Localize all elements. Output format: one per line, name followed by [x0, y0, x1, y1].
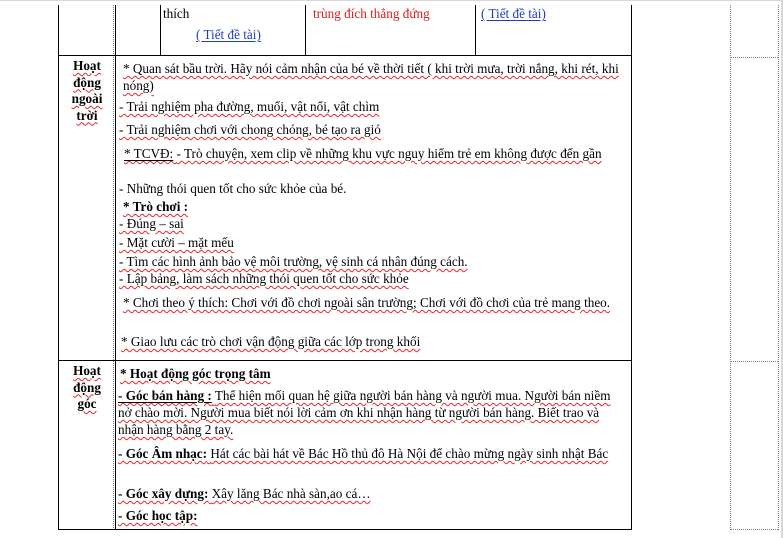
- outdoor-habits: - Những thói quen tốt cho sức khỏe của bé.: [119, 181, 347, 196]
- table-border-left: [58, 5, 59, 530]
- outdoor-title: Hoạt động ngoài trời: [71, 58, 103, 123]
- table-border-col1: [115, 5, 116, 530]
- outdoor-exchange: * Giao lưu các trò chơi vận động giữa các lớp trong khối: [121, 334, 421, 349]
- corner-music-label: - Góc Âm nhạc:: [118, 446, 208, 461]
- table-border-col2: [160, 5, 161, 55]
- outdoor-observe: * Quan sát bầu trời. Hãy nói cảm nhận của bé về thời tiết ( khi trời mưa, trời nắng, khi rét, khi nóng): [123, 61, 619, 93]
- dotted-gridline: [778, 5, 779, 530]
- corner-sales: [118, 387, 618, 438]
- table-border-bottom: [58, 529, 632, 530]
- corner-sales-text: Thể hiện mối quan hệ giữa người bán hàng và người mua. Người bán niềm nở chào mời. Người mua biết nói lời cảm ơn khi nhận hàng từ người bán hàng. Biết trao và nhận hàng bằng 2 tay.: [118, 388, 611, 437]
- top-row-col2-text: thích: [163, 6, 190, 21]
- corner-build-text: Xây lăng Bác nhà sàn,ao cá…: [211, 486, 371, 501]
- dotted-gridline: [730, 5, 731, 530]
- outdoor-game-3: - Tìm các hình ảnh bảo vệ môi trường, vệ sinh cá nhân đúng cách.: [119, 254, 468, 269]
- dotted-gridline: [730, 361, 778, 362]
- table-border-col4: [475, 5, 476, 55]
- outdoor-game-4: - Lập bảng, làm sách những thói quen tốt cho sức khỏe: [119, 271, 409, 286]
- table-border-row1: [58, 55, 632, 56]
- outdoor-games-label: * Trò chơi :: [123, 199, 189, 214]
- top-row-col3-text: trùng đích thẳng đứng: [313, 6, 430, 21]
- outdoor-tcvd-text: - Trò chuyện, xem clip về những khu vực nguy hiểm trẻ em không được đến gần: [176, 146, 602, 161]
- dotted-gridline: [730, 57, 778, 58]
- corner-study-label: - Góc học tập:: [118, 508, 198, 523]
- outdoor-tcvd: [124, 145, 610, 162]
- corner-focus: * Hoạt động góc trọng tâm: [120, 366, 271, 381]
- table-border-row2: [58, 360, 632, 361]
- corner-title: Hoạt động góc: [73, 363, 101, 411]
- outdoor-tcvd-label: * TCVĐ:: [124, 146, 174, 161]
- outdoor-experience-2: - Trải nghiệm chơi với chong chóng, bé tạo ra gió: [119, 122, 381, 137]
- page-edge-top: [0, 0, 783, 1]
- outdoor-game-1: - Đúng – sai: [119, 216, 184, 231]
- outdoor-free-play: * Chơi theo ý thích: Chơi với đồ chơi ngoài sân trường; Chơi với đồ chơi của trẻ mang theo.: [123, 295, 611, 310]
- corner-music: [118, 445, 618, 462]
- corner-music-text: Hát các bài hát về Bác Hồ thủ đô Hà Nội để chào mừng ngày sinh nhật Bác: [210, 446, 609, 461]
- corner-sales-label: - Góc bán hàng :: [118, 388, 212, 403]
- table-border-right: [631, 5, 632, 530]
- top-row-col2-link[interactable]: ( Tiết đề tài): [196, 27, 261, 42]
- table-border-col3: [305, 5, 306, 55]
- corner-build-label: - Góc xây dựng:: [118, 486, 209, 501]
- outdoor-experience-1: - Trải nghiệm pha đường, muối, vật nổi, vật chìm: [119, 99, 380, 114]
- top-row-col4-link[interactable]: ( Tiết đề tài): [481, 6, 546, 21]
- corner-build: [118, 486, 371, 502]
- dotted-gridline: [730, 529, 778, 530]
- outdoor-game-2: - Mặt cười – mặt mếu: [119, 235, 234, 250]
